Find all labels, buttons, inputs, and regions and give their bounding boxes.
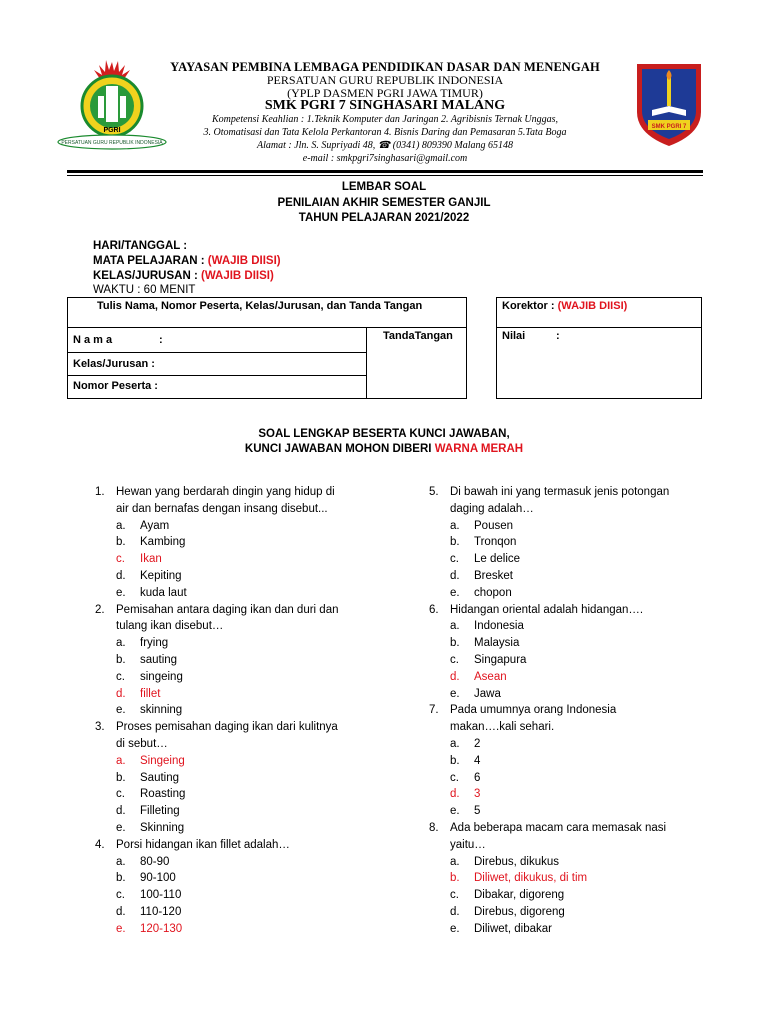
option-text: Pousen [474, 519, 514, 532]
option-text: Malaysia [474, 637, 520, 650]
option-letter: e. [116, 922, 126, 935]
answer-option [95, 921, 395, 938]
option-text: 100-110 [140, 889, 182, 902]
identity-row-line-1 [67, 352, 367, 353]
question-7 [429, 702, 729, 820]
question-number: 2. [95, 603, 105, 616]
foundation-name: YAYASAN PEMBINA LEMBAGA PENDIDIKAN DASAR DAN MENENGAH [170, 60, 600, 74]
option-letter: e. [116, 704, 126, 717]
email: e-mail : smkpgri7singhasari@gmail.com [302, 153, 468, 164]
info-mapel-label: MATA PELAJARAN : [93, 255, 208, 267]
info-waktu: WAKTU : 60 MENIT [93, 284, 196, 296]
question-text: makan….kali sehari. [450, 721, 555, 734]
korektor-value: (WAJIB DIISI) [557, 300, 628, 312]
option-letter: c. [450, 653, 459, 666]
answer-option [429, 635, 729, 652]
question-text-row [429, 702, 729, 719]
option-text: Kambing [140, 536, 186, 549]
answer-option [95, 803, 395, 820]
answer-option [429, 803, 729, 820]
questions-left-column [95, 484, 395, 938]
option-text: 5 [474, 805, 481, 818]
answer-option [95, 854, 395, 871]
question-number: 7. [429, 704, 439, 717]
option-letter: b. [116, 872, 126, 885]
answer-option [429, 736, 729, 753]
option-letter: a. [116, 637, 126, 650]
instruction-prefix: KUNCI JAWABAN MOHON DIBERI [244, 443, 435, 455]
question-text-row [95, 602, 395, 619]
question-number: 8. [429, 821, 439, 834]
option-text: 90-100 [140, 872, 176, 885]
question-text: Porsi hidangan ikan fillet adalah… [116, 838, 290, 851]
option-text: 80-90 [140, 855, 170, 868]
question-5 [429, 484, 729, 602]
answer-option [95, 820, 395, 837]
question-text: Di bawah ini yang termasuk jenis potongan [450, 486, 670, 498]
question-text: tulang ikan disebut… [116, 620, 224, 633]
answer-option [429, 618, 729, 635]
svg-text:PERSATUAN GURU REPUBLIK INDONE: PERSATUAN GURU REPUBLIK INDONESIA [61, 140, 163, 146]
association-name: PERSATUAN GURU REPUBLIK INDONESIA [266, 73, 504, 87]
korektor-label: Korektor : [502, 300, 558, 312]
answer-option [429, 534, 729, 551]
info-hari: HARI/TANGGAL : [93, 240, 188, 252]
option-text: Diliwet, dibakar [474, 922, 552, 935]
question-8 [429, 820, 729, 938]
option-letter: d. [116, 569, 126, 582]
answer-option [429, 786, 729, 803]
option-text: chopon [474, 586, 512, 599]
option-text: Kepiting [140, 569, 182, 582]
doc-title: LEMBAR SOAL [341, 181, 427, 193]
option-text: Direbus, dikukus [474, 855, 560, 868]
question-text: Pada umumnya orang Indonesia [450, 704, 617, 717]
option-text: Indonesia [474, 620, 524, 633]
competency-line-2: 3. Otomatisasi dan Tata Kelola Perkantoran 4. Bisnis Daring dan Pemasaran 5.Tata Boga [203, 127, 567, 138]
identity-box-divider [67, 327, 467, 328]
instruction-line-2 [0, 443, 768, 455]
option-text: kuda laut [140, 586, 187, 599]
answer-option [95, 551, 395, 568]
answer-option [429, 870, 729, 887]
answer-option [95, 904, 395, 921]
option-letter: e. [450, 922, 460, 935]
option-letter: c. [450, 889, 459, 902]
competency-line-1: Kompetensi Keahlian : 1.Teknik Komputer dan Jaringan 2. Agribisnis Ternak Unggas, [211, 114, 559, 125]
option-letter: c. [450, 553, 459, 566]
identity-box-vline [366, 327, 367, 399]
answer-option [95, 770, 395, 787]
question-text-row [429, 837, 729, 854]
question-text: Pemisahan antara daging ikan dan duri dan [116, 603, 339, 616]
answer-option [95, 753, 395, 770]
question-text: di sebut… [116, 737, 168, 750]
option-text: 3 [474, 788, 481, 801]
question-text: Hidangan oriental adalah hidangan…. [450, 603, 644, 616]
option-letter: d. [450, 670, 460, 683]
option-letter: c. [116, 788, 125, 801]
option-text: 6 [474, 771, 481, 784]
option-text: Ayam [140, 519, 170, 532]
question-text-row [95, 484, 395, 501]
option-text: singeing [140, 670, 183, 683]
option-letter: c. [116, 670, 125, 683]
school-name: SMK PGRI 7 SINGHASARI MALANG [264, 98, 506, 113]
answer-option [95, 585, 395, 602]
question-text-row [429, 602, 729, 619]
option-text: 120-130 [140, 922, 183, 935]
answer-option [95, 786, 395, 803]
option-letter: d. [116, 687, 126, 700]
option-letter: e. [450, 687, 460, 700]
question-text-row [95, 837, 395, 854]
school-shield-logo [634, 62, 704, 148]
option-text: 2 [474, 737, 481, 750]
question-text-row [95, 719, 395, 736]
option-letter: b. [450, 637, 460, 650]
question-text-row [429, 820, 729, 837]
answer-option [429, 854, 729, 871]
info-kelas-label: KELAS/JURUSAN : [93, 270, 201, 282]
question-number: 5. [429, 486, 439, 498]
answer-option [429, 669, 729, 686]
answer-option [429, 568, 729, 585]
question-text: yaitu… [450, 838, 486, 851]
answer-option [95, 702, 395, 719]
option-text: Ikan [140, 553, 162, 566]
option-letter: a. [450, 620, 460, 633]
option-text: frying [140, 637, 169, 650]
header-rule-thick [67, 170, 703, 173]
korektor-box-divider [496, 327, 702, 328]
option-text: Tronqon [474, 536, 517, 549]
kelas-jurusan-label: Kelas/Jurusan : [73, 358, 155, 370]
option-letter: b. [450, 536, 460, 549]
question-4 [95, 837, 395, 938]
option-text: Sauting [140, 771, 180, 784]
answer-option [429, 686, 729, 703]
option-letter: b. [450, 872, 460, 885]
option-letter: a. [450, 737, 460, 750]
questions-right-column [429, 484, 729, 938]
option-text: Singeing [140, 754, 185, 767]
option-letter: b. [116, 653, 126, 666]
option-letter: a. [116, 519, 126, 532]
answer-option [429, 551, 729, 568]
option-letter: a. [116, 754, 126, 767]
question-text-row [95, 618, 395, 635]
option-text: 4 [474, 754, 481, 767]
doc-year: TAHUN PELAJARAN 2021/2022 [298, 212, 470, 224]
question-text-row [429, 484, 729, 501]
answer-option [429, 921, 729, 938]
option-letter: c. [116, 889, 125, 902]
option-letter: e. [116, 821, 126, 834]
info-mapel-value: (WAJIB DIISI) [207, 255, 281, 267]
option-letter: e. [116, 586, 126, 599]
answer-option [429, 753, 729, 770]
option-text: 110-120 [140, 905, 182, 918]
svg-text:PGRI: PGRI [103, 127, 121, 134]
doc-subtitle: PENILAIAN AKHIR SEMESTER GANJIL [277, 197, 491, 209]
nama-colon: : [159, 334, 163, 346]
info-kelas-value: (WAJIB DIISI) [200, 270, 274, 282]
option-letter: a. [116, 855, 126, 868]
answer-option [429, 518, 729, 535]
question-number: 1. [95, 486, 105, 498]
nama-label: N a m a [73, 334, 113, 346]
option-text: sauting [140, 653, 178, 666]
question-text: Hewan yang berdarah dingin yang hidup di [116, 486, 335, 498]
answer-option [95, 652, 395, 669]
option-text: Filleting [140, 805, 180, 818]
korektor-field [502, 300, 627, 312]
question-text: air dan bernafas dengan insang disebut... [116, 502, 328, 515]
nomor-peserta-label: Nomor Peserta : [73, 380, 158, 392]
answer-option [95, 635, 395, 652]
option-text: Skinning [140, 821, 185, 834]
option-text: Bresket [474, 569, 513, 582]
answer-option [429, 887, 729, 904]
question-3 [95, 719, 395, 837]
address: Alamat : Jln. S. Supriyadi 48, ☎ (0341) 809390 Malang 65148 [256, 140, 514, 151]
option-letter: a. [450, 855, 460, 868]
question-number: 3. [95, 721, 105, 734]
answer-option [429, 585, 729, 602]
answer-option [95, 534, 395, 551]
question-number: 4. [95, 838, 105, 851]
korektor-box [496, 297, 702, 399]
option-text: Singapura [474, 653, 527, 666]
option-letter: c. [116, 553, 125, 566]
option-text: Direbus, digoreng [474, 905, 565, 918]
question-text: Proses pemisahan daging ikan dari kulitnya [116, 721, 338, 734]
question-text-row [429, 719, 729, 736]
question-2 [95, 602, 395, 720]
answer-option [95, 686, 395, 703]
instruction-red: WARNA MERAH [434, 443, 524, 455]
nilai-label: Nilai [502, 330, 526, 342]
option-text: Le delice [474, 553, 521, 566]
question-number: 6. [429, 603, 439, 616]
option-text: Dibakar, digoreng [474, 889, 565, 902]
option-text: skinning [140, 704, 183, 717]
answer-option [95, 669, 395, 686]
info-kelas [93, 270, 274, 282]
answer-option [429, 770, 729, 787]
identity-row-line-2 [67, 375, 367, 376]
option-text: Asean [474, 670, 507, 683]
option-letter: b. [450, 754, 460, 767]
instruction-line-1: SOAL LENGKAP BESERTA KUNCI JAWABAN, [258, 428, 510, 440]
question-text: Ada beberapa macam cara memasak nasi [450, 821, 667, 834]
question-text-row [429, 501, 729, 518]
info-mapel [93, 255, 281, 267]
identity-box-header: Tulis Nama, Nomor Peserta, Kelas/Jurusan, dan Tanda Tangan [97, 300, 423, 312]
association-sub: (YPLP DASMEN PGRI JAWA TIMUR) [287, 86, 483, 100]
option-letter: d. [450, 905, 460, 918]
option-text: Jawa [474, 687, 501, 700]
question-text-row [95, 501, 395, 518]
answer-option [95, 887, 395, 904]
option-letter: b. [116, 536, 126, 549]
option-letter: e. [450, 805, 460, 818]
option-letter: d. [450, 788, 460, 801]
option-letter: d. [116, 805, 126, 818]
question-6 [429, 602, 729, 703]
option-letter: b. [116, 771, 126, 784]
option-letter: d. [450, 569, 460, 582]
question-text-row [95, 736, 395, 753]
question-text: daging adalah… [450, 502, 534, 515]
answer-option [95, 870, 395, 887]
option-text: Roasting [140, 788, 186, 801]
option-letter: c. [450, 771, 459, 784]
svg-text:SMK PGRI 7: SMK PGRI 7 [651, 124, 687, 130]
answer-option [429, 652, 729, 669]
tanda-tangan-label: TandaTangan [383, 330, 453, 342]
answer-option [429, 904, 729, 921]
option-text: fillet [140, 687, 161, 700]
question-1 [95, 484, 395, 602]
option-letter: a. [450, 519, 460, 532]
answer-option [95, 518, 395, 535]
nilai-colon: : [556, 330, 560, 342]
option-text: Diliwet, dikukus, di tim [474, 872, 588, 885]
answer-option [95, 568, 395, 585]
option-letter: e. [450, 586, 460, 599]
option-letter: d. [116, 905, 126, 918]
header-rule-thin [67, 175, 703, 176]
